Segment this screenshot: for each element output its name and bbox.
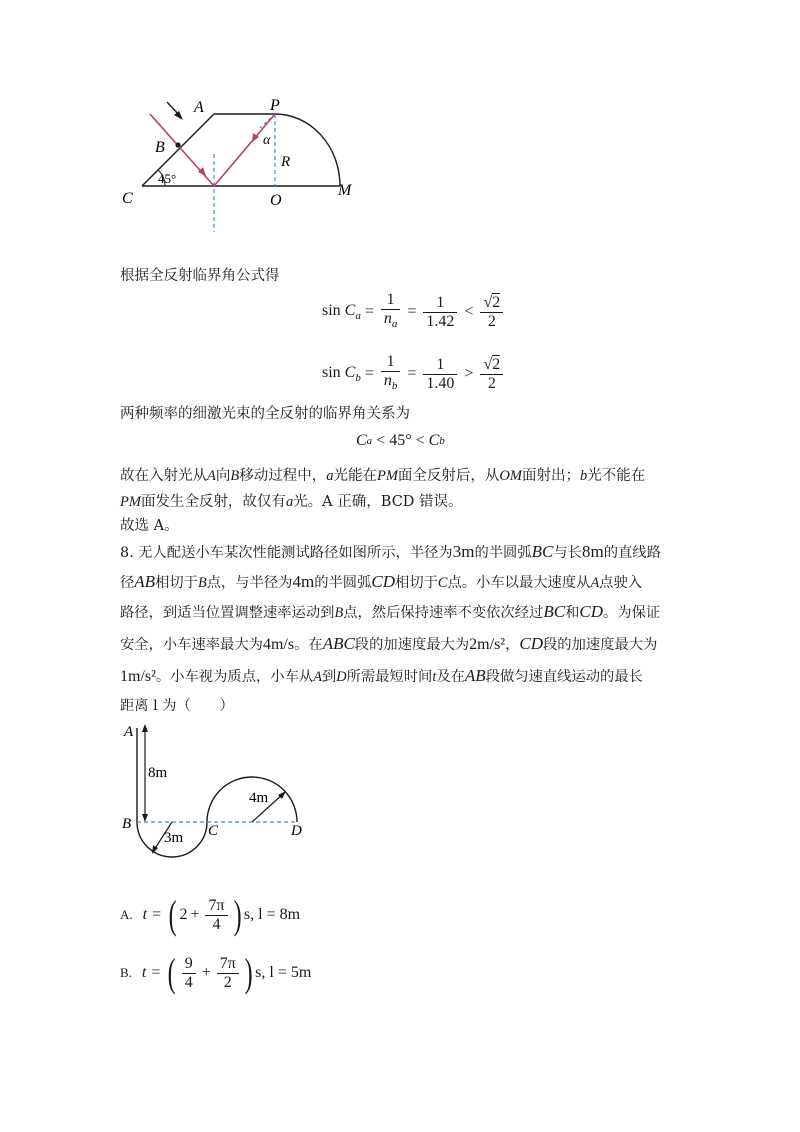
- label-3m: 3m: [164, 830, 184, 846]
- label-d2: D: [291, 823, 302, 839]
- q8-line-1: 8. 无人配送小车某次性能测试路径如图所示，半径为3m的半圆弧BC与长8m的直线路: [120, 542, 661, 561]
- label-b: B: [155, 139, 165, 156]
- optics-figure: [110, 92, 370, 242]
- option-b[interactable]: B. t = ( $\frac{9}{4}$ + $\frac{7\pi}{2}$ ) s, l = 5m: [120, 950, 312, 995]
- option-a-label: A.: [120, 907, 133, 922]
- q8-line-4: 安全，小车速率最大为4m/s。在ABC段的加速度最大为2m/s²，CD段的加速度最大为: [120, 634, 658, 653]
- text-line-1: 根据全反射临界角公式得: [120, 268, 280, 284]
- length-arrow-head-bottom: [142, 814, 148, 822]
- label-c: C: [122, 190, 133, 207]
- q8-line-2: 径AB相切于B点，与半径为4m的半圆弧CD相切于C点。小车以最大速度从A点驶入: [120, 572, 643, 591]
- equation-sin-ca: $\sin C_a$ = $\frac{1}{n_a}$ = $\frac{1}{1.42}$ < $\frac{√2}{2}$: [322, 290, 506, 334]
- point-b-dot: [175, 142, 180, 147]
- label-alpha: α: [263, 133, 271, 148]
- label-4m: 4m: [249, 790, 269, 806]
- label-b2: B: [122, 816, 132, 832]
- q8-line-5: 1m/s²。小车视为质点，小车从A到D所需最短时间t及在AB段做匀速直线运动的最长: [120, 666, 643, 685]
- path-figure: [118, 716, 318, 866]
- q8-line-3: 路径，到适当位置调整速率运动到B点，然后保持速率不变依次经过BC和CD。为保证: [120, 602, 661, 621]
- incident-arrow-head: [174, 111, 183, 120]
- label-o: O: [270, 192, 282, 209]
- label-a2: A: [124, 724, 134, 740]
- text-line-4: PM面发生全反射，故仅有a光。A 正确，BCD 错误。: [120, 494, 463, 510]
- semicircle-arc: [275, 114, 340, 186]
- length-arrow-head-top: [142, 724, 148, 732]
- text-line-2: 两种频率的细激光束的全反射的临界角关系为: [120, 406, 410, 422]
- label-a: A: [194, 99, 204, 116]
- label-8m: 8m: [148, 765, 168, 781]
- text-line-3: 故在入射光从A向B移动过程中，a光能在PM面全反射后，从OM面射出；b光不能在: [120, 468, 646, 484]
- text-line-5: 故选 A。: [120, 518, 179, 534]
- label-45: 45°: [158, 171, 177, 186]
- light-ray-out: [214, 114, 275, 186]
- option-a[interactable]: A. t = ( 2 + $\frac{7\pi}{4}$ ) s, l = 8m: [120, 892, 301, 937]
- equation-sin-cb: $\sin C_b$ = $\frac{1}{n_b}$ = $\frac{1}{1.40}$ > $\frac{√2}{2}$: [322, 352, 506, 396]
- label-r: R: [281, 154, 291, 170]
- prism-slant-edge: [142, 114, 214, 186]
- label-p: P: [270, 97, 280, 114]
- q8-line-6: 距离 l 为（ ）: [120, 698, 234, 714]
- label-c2: C: [208, 823, 219, 839]
- option-b-label: B.: [120, 965, 132, 980]
- equation-critical-angles: C a < 45° < C b: [356, 432, 445, 449]
- label-m: M: [338, 182, 352, 199]
